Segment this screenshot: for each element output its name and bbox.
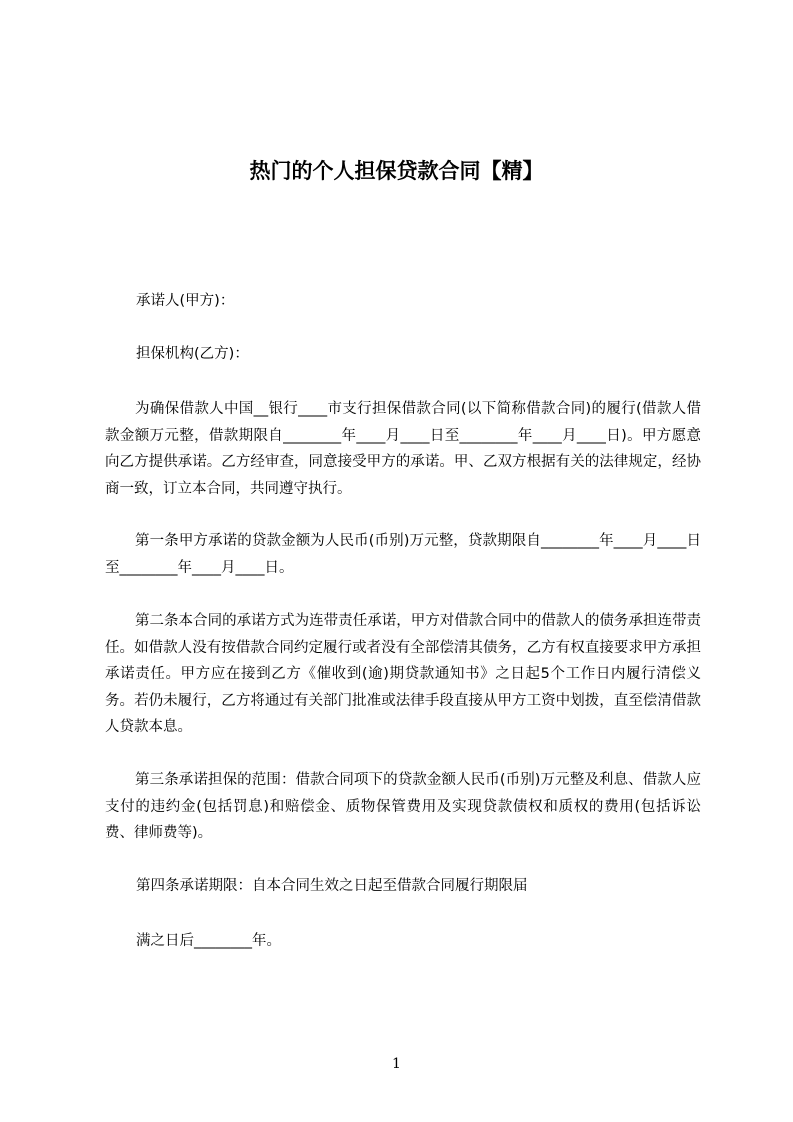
promisor-line: 承诺人(甲方)：	[136, 293, 235, 309]
page-number: 1	[392, 1056, 401, 1072]
article-2: 第二条本合同的承诺方式为连带责任承诺，甲方对借款合同中的借款人的债务承担连带责任。如借款人没有按借款合同约定履行或者没有全部偿清其债务，乙方有权直接要求甲方承担承诺责任。甲方应在接到乙方《催收到(逾)期贷款通知书》之日起5个工作日内履行清偿义务。若仍未履行，乙方将通过有关部门批准或法律手段直接从甲方工资中划拨，直至偿清借款人贷款本息。	[105, 613, 701, 735]
article-3: 第三条承诺担保的范围：借款合同项下的贷款金额人民币(币别)万元整及利息、借款人应支付的违约金(包括罚息)和赔偿金、质物保管费用及实现贷款债权和质权的费用(包括诉讼费、律师费等)。	[105, 772, 701, 841]
document-title: 热门的个人担保贷款合同【精】	[249, 159, 544, 184]
article-1: 第一条甲方承诺的贷款金额为人民币(币别)万元整，贷款期限自________年____月____日至________年____月____日。	[105, 533, 701, 576]
article-4-line-1: 第四条承诺期限：自本合同生效之日起至借款合同履行期限届	[136, 878, 528, 894]
guarantor-line: 担保机构(乙方)：	[136, 346, 249, 362]
intro-paragraph: 为确保借款人中国__银行____市支行担保借款合同(以下简称借款合同)的履行(借款人借款金额万元整，借款期限自________年____月____日至________年____月____日)。甲方愿意向乙方提供承诺。乙方经审查，同意接受甲方的承诺。甲、乙双方根据有关的法律规定，经协商一致，订立本合同，共同遵守执行。	[105, 401, 701, 497]
article-4-line-2: 满之日后________年。	[136, 933, 281, 949]
